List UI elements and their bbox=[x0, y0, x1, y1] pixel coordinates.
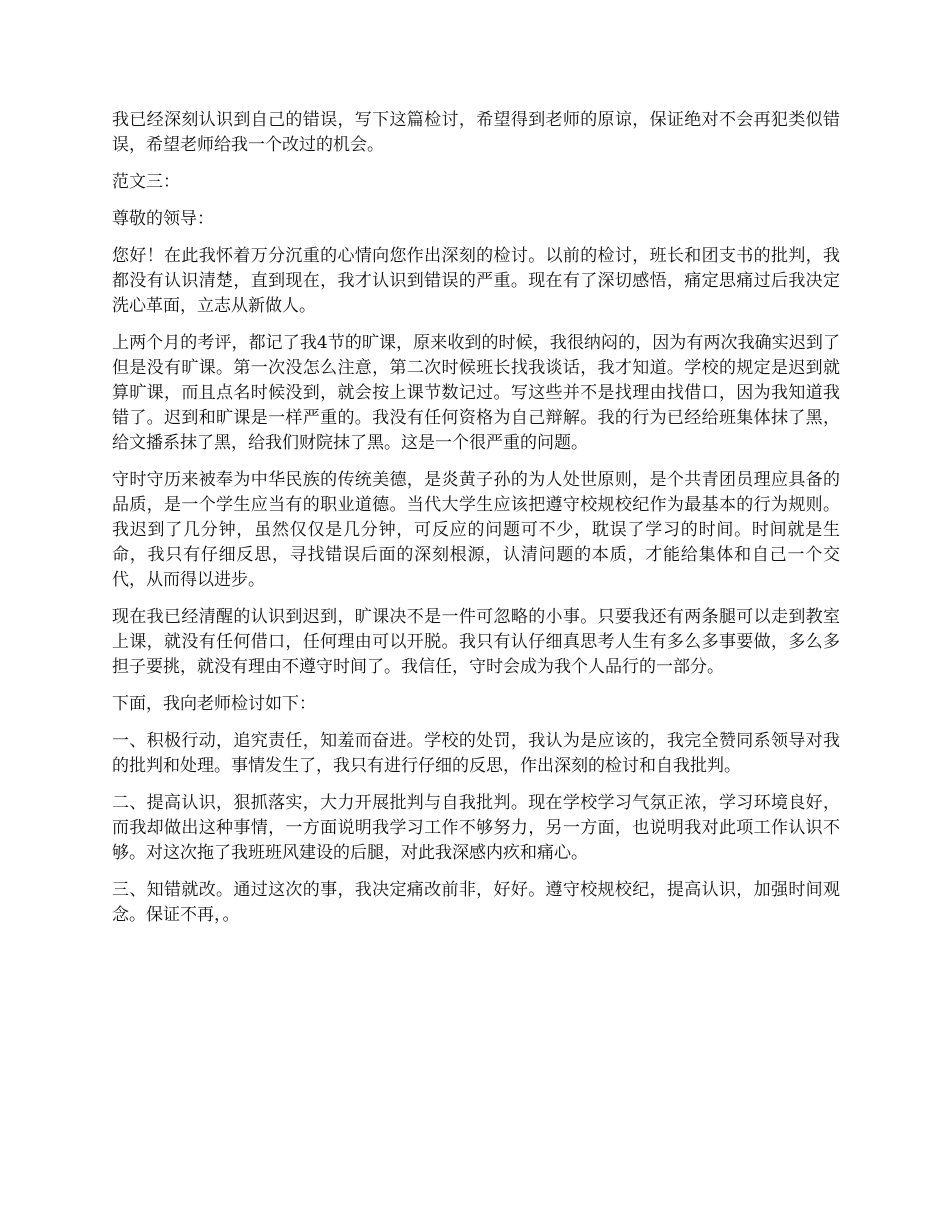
paragraph-review-intro: 下面，我向老师检讨如下： bbox=[112, 694, 316, 714]
paragraph-greeting: 您好！在此我怀着万分沉重的心情向您作出深刻的检讨。以前的检讨，班长和团支书的批判，我都没有认识清楚，直到现在，我才认识到错误的严重。现在有了深切感悟，痛定思痛过后我决定洗心革面，立志从新做人。 bbox=[112, 246, 840, 316]
paragraph-intro-apology: 我已经深刻认识到自己的错误，写下这篇检讨，希望得到老师的原谅，保证绝对不会再犯类似错误，希望老师给我一个改过的机会。 bbox=[112, 110, 840, 155]
paragraph-realization: 现在我已经清醒的认识到迟到，旷课决不是一件可忽略的小事。只要我还有两条腿可以走到教室上课，就没有任何借口，任何理由可以开脱。我只有认仔细真思考人生有多么多事要做，多么多担子要挑，就没有理由不遵守时间了。我信任，守时会成为我个人品行的一部分。 bbox=[112, 607, 840, 677]
salutation: 尊敬的领导： bbox=[112, 209, 214, 229]
paragraph-evaluation: 上两个月的考评，都记了我4节的旷课，原来收到的时候，我很纳闷的，因为有两次我确实迟到了但是没有旷课。第一次没怎么注意，第二次时候班长找我谈话，我才知道。学校的规定是迟到就算旷课，而且点名时候没到，就会按上课节数记过。写这些并不是找理由找借口，因为我知道我错了。迟到和旷课是一样严重的。我没有任何资格为自己辩解。我的行为已经给班集体抹了黑，给文播系抹了黑，给我们财院抹了黑。这是一个很严重的问题。 bbox=[112, 333, 840, 453]
document-body bbox=[112, 108, 840, 940]
list-item-point-two: 二、提高认识，狠抓落实，大力开展批判与自我批判。现在学校学习气氛正浓，学习环境良好，而我却做出这种事情，一方面说明我学习工作不够努力，另一方面，也说明我对此项工作认识不够。对这次拖了我班班风建设的后腿，对此我深感内疚和痛心。 bbox=[112, 793, 840, 863]
list-item-point-one: 一、积极行动，追究责任，知羞而奋进。学校的处罚，我认为是应该的，我完全赞同系领导对我的批判和处理。事情发生了，我只有进行仔细的反思，作出深刻的检讨和自我批判。 bbox=[112, 731, 840, 776]
list-item-point-three: 三、知错就改。通过这次的事，我决定痛改前非，好好。遵守校规校纪，提高认识，加强时间观念。保证不再，。 bbox=[112, 880, 840, 925]
paragraph-punctuality-virtue: 守时守历来被奉为中华民族的传统美德，是炎黄子孙的为人处世原则，是个共青团员理应具备的品质，是一个学生应当有的职业道德。当代大学生应该把遵守校规校纪作为最基本的行为规则。我迟到了几分钟，虽然仅仅是几分钟，可反应的问题可不少，耽误了学习的时间。时间就是生命，我只有仔细反思，寻找错误后面的深刻根源，认清问题的本质，才能给集体和自己一个交代，从而得以进步。 bbox=[112, 470, 840, 590]
section-heading-sample-three: 范文三： bbox=[112, 172, 180, 192]
